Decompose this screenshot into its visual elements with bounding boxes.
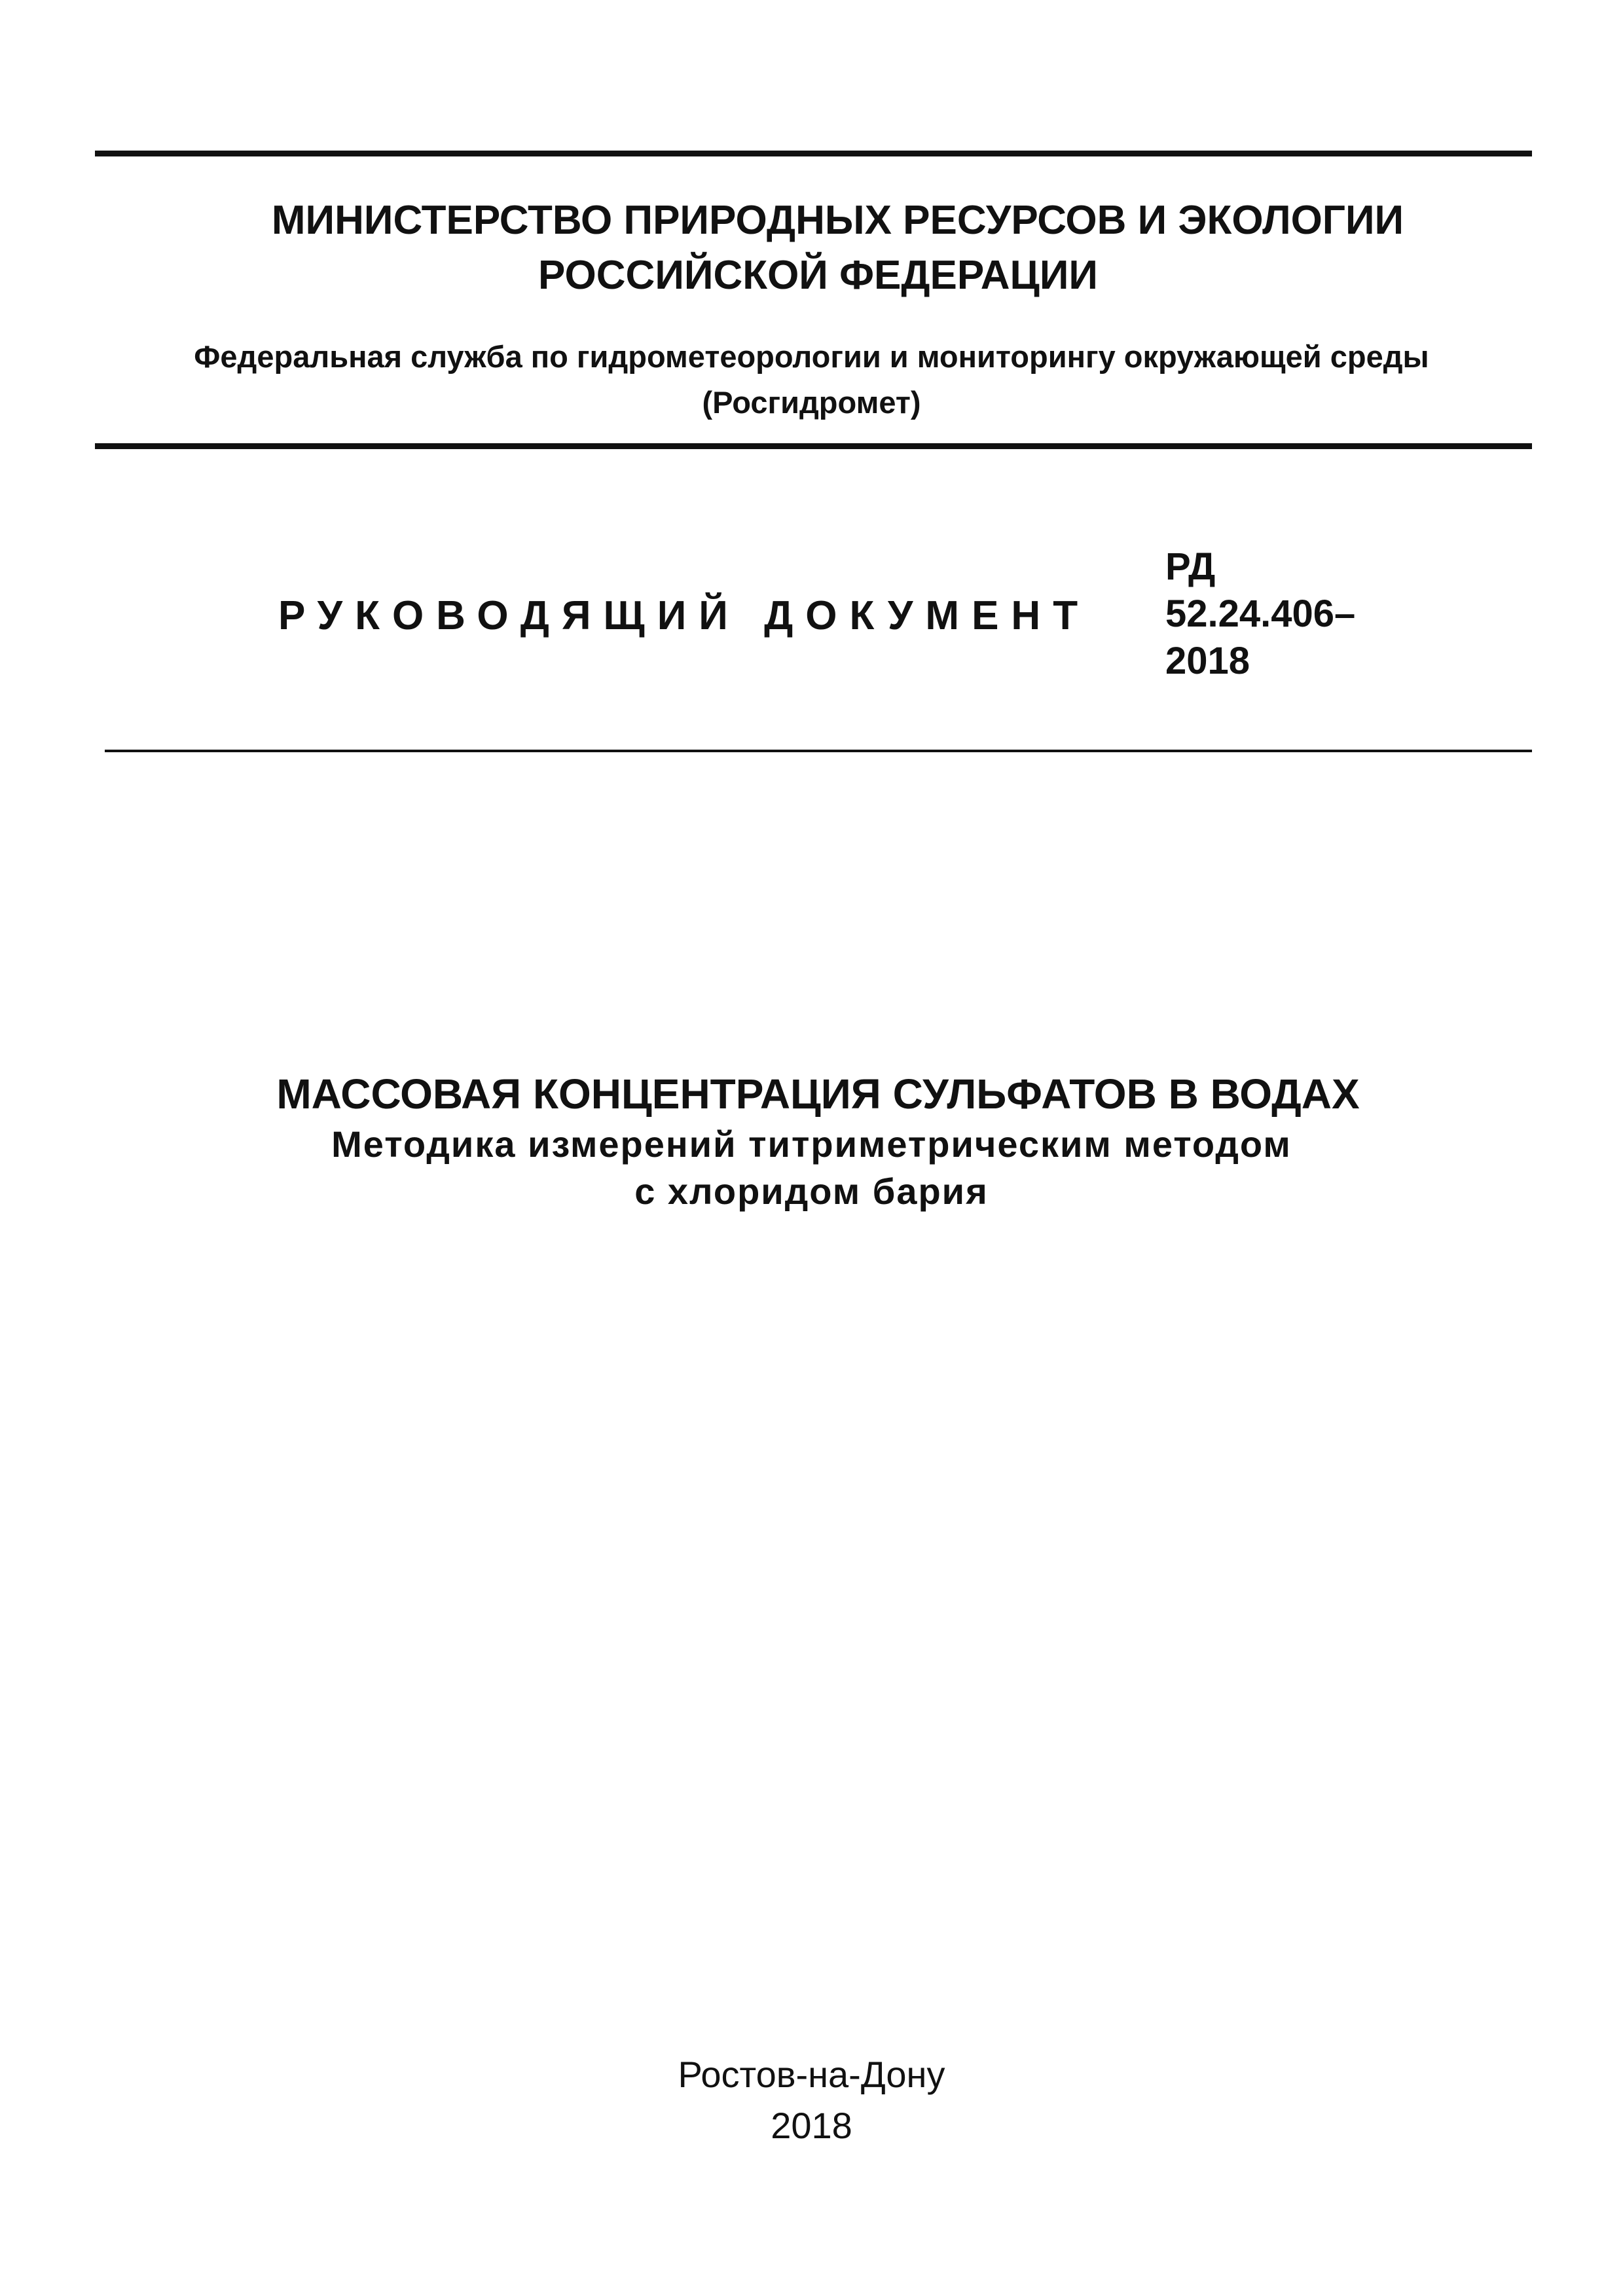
service-line-1: Федеральная служба по гидрометеорологии и мониторингу окружающей среды bbox=[194, 339, 1429, 374]
middle-rule bbox=[95, 443, 1532, 449]
top-rule bbox=[95, 151, 1532, 156]
title-main: МАССОВАЯ КОНЦЕНТРАЦИЯ СУЛЬФАТОВ В ВОДАХ bbox=[276, 1070, 1360, 1118]
imprint bbox=[0, 2049, 1623, 2151]
document-code bbox=[1165, 543, 1355, 685]
ministry-line-2: РОССИЙСКОЙ ФЕДЕРАЦИИ bbox=[538, 253, 1098, 298]
document-code-number: 52.24.406– bbox=[1165, 592, 1356, 635]
title-sub-line-2: с хлоридом бария bbox=[634, 1171, 989, 1212]
ministry-line-1: МИНИСТЕРСТВО ПРИРОДНЫХ РЕСУРСОВ И ЭКОЛОГИИ bbox=[271, 198, 1404, 243]
imprint-city: Ростов-на-Дону bbox=[678, 2054, 945, 2095]
document-code-prefix: РД bbox=[1165, 545, 1216, 588]
service-line-2: (Росгидромет) bbox=[702, 385, 921, 420]
ministry-heading bbox=[0, 193, 1623, 303]
document-title bbox=[0, 1067, 1623, 1215]
title-sub-line-1: Методика измерений титриметрическим методом bbox=[331, 1123, 1292, 1165]
document-code-year: 2018 bbox=[1165, 640, 1250, 682]
imprint-year: 2018 bbox=[771, 2105, 852, 2146]
service-heading bbox=[0, 334, 1623, 426]
document-type: РУКОВОДЯЩИЙ ДОКУМЕНТ bbox=[278, 593, 1091, 638]
lower-rule bbox=[105, 750, 1532, 752]
